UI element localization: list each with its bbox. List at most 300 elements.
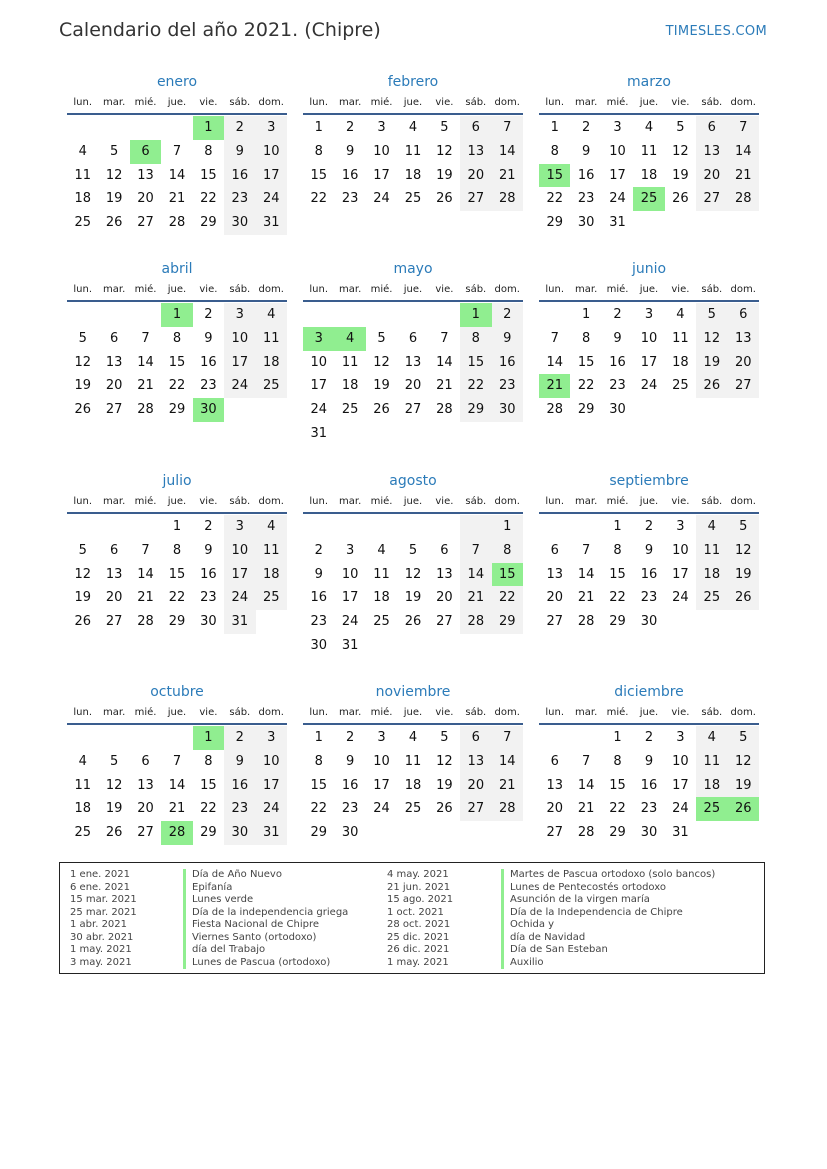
day-cell: 25 (74, 825, 91, 841)
day-cell: 30 (193, 398, 224, 422)
day-cell: 28 (492, 187, 523, 211)
day-cell: 22 (168, 378, 186, 394)
day-cell: 18 (672, 354, 689, 370)
day-cell: 3 (613, 120, 622, 135)
weekday-label: jue. (167, 284, 187, 295)
legend-left-dates (70, 869, 137, 969)
day-cell: 23 (224, 187, 255, 211)
month-noviembre (303, 682, 523, 845)
day-cell: 28 (137, 402, 154, 418)
day-cell: 4 (696, 726, 727, 750)
day-cell: 6 (440, 542, 449, 558)
day-cell: 28 (436, 402, 453, 418)
day-grid (67, 115, 287, 235)
weekday-label: lun. (545, 97, 565, 108)
legend-holiday-name: día de Navidad (501, 932, 715, 945)
day-cell: 29 (200, 825, 217, 841)
day-cell: 1 (492, 515, 523, 539)
day-cell: 3 (256, 726, 287, 750)
empty-day-cell (665, 211, 696, 235)
empty-day-cell (633, 398, 664, 422)
month-name: abril (161, 261, 193, 277)
day-cell: 14 (546, 354, 563, 370)
month-junio (539, 259, 759, 422)
day-cell: 12 (105, 167, 123, 183)
day-cell: 16 (577, 167, 595, 183)
day-cell: 19 (696, 351, 727, 375)
day-cell: 26 (436, 801, 453, 817)
legend-right-dates (387, 869, 453, 969)
empty-day-cell (366, 634, 397, 658)
day-cell: 27 (105, 614, 123, 630)
day-cell: 24 (224, 586, 255, 610)
day-cell: 24 (609, 191, 626, 207)
empty-day-cell (539, 515, 570, 539)
day-cell: 18 (696, 563, 727, 587)
day-cell: 2 (345, 730, 355, 745)
day-cell: 16 (224, 164, 255, 188)
day-cell: 21 (436, 378, 453, 394)
empty-day-cell (696, 610, 727, 634)
day-cell: 10 (672, 753, 689, 769)
weekday-label: lun. (73, 284, 93, 295)
day-cell: 1 (613, 519, 622, 534)
month-julio (67, 471, 287, 634)
weekday-label: mié. (370, 97, 393, 108)
day-cell: 3 (644, 307, 654, 322)
weekday-label: dom. (258, 284, 284, 295)
weekday-label: mar. (103, 284, 126, 295)
day-cell: 26 (728, 797, 759, 821)
weekday-label: vie. (671, 707, 690, 718)
day-cell: 28 (460, 610, 491, 634)
month-diciembre (539, 682, 759, 845)
weekday-label: mié. (370, 707, 393, 718)
day-cell: 13 (137, 167, 154, 183)
empty-day-cell (224, 398, 255, 422)
day-cell: 31 (310, 425, 327, 441)
day-cell: 12 (74, 566, 91, 582)
day-cell: 6 (696, 116, 727, 140)
day-cell: 31 (256, 211, 287, 235)
legend-holiday-name: Lunes de Pentecostés ortodoxo (501, 882, 715, 895)
empty-day-cell (728, 610, 759, 634)
day-cell: 25 (696, 586, 727, 610)
day-cell: 16 (341, 777, 359, 793)
day-cell: 1 (172, 519, 182, 534)
day-cell: 17 (609, 167, 626, 183)
weekday-header (67, 491, 287, 514)
day-cell: 27 (404, 402, 422, 418)
day-cell: 24 (672, 590, 689, 606)
day-cell: 13 (436, 566, 453, 582)
day-cell: 3 (676, 519, 685, 534)
day-cell: 20 (728, 351, 759, 375)
day-cell: 23 (224, 797, 255, 821)
day-cell: 9 (224, 750, 255, 774)
weekday-label: mié. (370, 496, 393, 507)
day-cell: 9 (644, 753, 654, 769)
day-cell: 28 (577, 825, 595, 841)
day-cell: 17 (640, 354, 658, 370)
day-cell: 16 (310, 590, 327, 606)
day-cell: 14 (436, 354, 453, 370)
day-cell: 28 (577, 614, 595, 630)
day-cell: 6 (460, 726, 491, 750)
day-cell: 29 (310, 825, 327, 841)
day-cell: 12 (728, 539, 759, 563)
day-cell: 24 (310, 402, 327, 418)
weekday-label: dom. (730, 97, 756, 108)
day-cell: 12 (436, 753, 453, 769)
day-cell: 14 (168, 777, 186, 793)
empty-day-cell (570, 515, 601, 539)
legend-date: 1 oct. 2021 (387, 906, 444, 918)
weekday-label: jue. (167, 707, 187, 718)
day-cell: 14 (577, 566, 595, 582)
day-cell: 19 (436, 167, 453, 183)
day-grid (303, 115, 523, 211)
day-cell: 14 (137, 354, 154, 370)
day-cell: 24 (341, 614, 359, 630)
empty-day-cell (539, 303, 570, 327)
day-cell: 10 (310, 354, 327, 370)
day-cell: 1 (460, 303, 491, 327)
day-cell: 10 (373, 753, 390, 769)
day-cell: 29 (609, 825, 626, 841)
day-cell: 13 (460, 750, 491, 774)
day-cell: 17 (256, 774, 287, 798)
day-cell: 27 (696, 187, 727, 211)
day-cell: 28 (492, 797, 523, 821)
weekday-label: vie. (199, 284, 218, 295)
day-cell: 26 (672, 191, 689, 207)
day-cell: 12 (696, 327, 727, 351)
day-cell: 7 (728, 116, 759, 140)
month-name: diciembre (614, 684, 684, 700)
legend-date: 3 may. 2021 (70, 956, 132, 968)
day-cell: 11 (373, 566, 390, 582)
day-cell: 16 (224, 774, 255, 798)
empty-day-cell (130, 303, 161, 327)
day-cell: 14 (460, 563, 491, 587)
day-cell: 24 (672, 801, 689, 817)
day-cell: 22 (310, 801, 327, 817)
weekday-label: mié. (606, 284, 629, 295)
day-cell: 26 (74, 402, 91, 418)
legend-holiday-name: día del Trabajo (183, 944, 348, 957)
day-cell: 3 (224, 515, 255, 539)
day-cell: 29 (546, 215, 563, 231)
day-cell: 3 (377, 120, 386, 135)
day-cell: 7 (141, 542, 150, 558)
day-cell: 21 (577, 801, 595, 817)
day-cell: 14 (577, 777, 595, 793)
legend-holiday-name: Fiesta Nacional de Chipre (183, 919, 348, 932)
day-cell: 11 (696, 539, 727, 563)
legend-date: 30 abr. 2021 (70, 931, 134, 943)
day-cell: 19 (105, 191, 123, 207)
day-cell: 17 (310, 378, 327, 394)
day-cell: 25 (74, 215, 91, 231)
day-cell: 23 (609, 378, 626, 394)
day-cell: 28 (161, 821, 192, 845)
day-cell: 19 (728, 563, 759, 587)
day-cell: 27 (460, 187, 491, 211)
weekday-label: jue. (639, 284, 659, 295)
empty-day-cell (98, 303, 129, 327)
day-cell: 3 (345, 542, 355, 558)
weekday-label: sáb. (701, 496, 723, 507)
day-cell: 11 (696, 750, 727, 774)
weekday-label: sáb. (465, 97, 487, 108)
weekday-label: sáb. (701, 707, 723, 718)
day-cell: 5 (78, 542, 87, 558)
day-cell: 22 (609, 801, 626, 817)
weekday-header (539, 491, 759, 514)
day-cell: 24 (256, 187, 287, 211)
legend-holiday-name: Día de la independencia griega (183, 907, 348, 920)
day-cell: 27 (105, 402, 123, 418)
day-cell: 2 (345, 120, 355, 135)
weekday-label: vie. (435, 496, 454, 507)
weekday-label: mar. (575, 707, 598, 718)
weekday-header (303, 92, 523, 115)
day-cell: 18 (404, 777, 422, 793)
day-cell: 2 (204, 307, 213, 322)
day-cell: 9 (314, 566, 323, 582)
empty-day-cell (728, 398, 759, 422)
day-cell: 22 (492, 586, 523, 610)
weekday-label: mié. (134, 496, 157, 507)
day-cell: 18 (74, 801, 91, 817)
empty-day-cell (492, 821, 523, 845)
month-name: agosto (389, 473, 437, 489)
day-cell: 17 (373, 167, 390, 183)
day-cell: 26 (404, 614, 422, 630)
weekday-label: vie. (199, 496, 218, 507)
weekday-label: lun. (309, 707, 329, 718)
day-cell: 24 (640, 378, 658, 394)
day-cell: 22 (168, 590, 186, 606)
day-cell: 23 (640, 801, 658, 817)
month-febrero (303, 72, 523, 211)
day-cell: 20 (696, 164, 727, 188)
day-cell: 6 (550, 542, 559, 558)
day-cell: 8 (314, 753, 323, 769)
day-cell: 20 (546, 590, 563, 606)
weekday-header (303, 491, 523, 514)
site-brand-link[interactable]: TIMESLES.COM (665, 24, 767, 39)
day-cell: 12 (373, 354, 390, 370)
empty-day-cell (67, 303, 98, 327)
day-cell: 8 (172, 542, 182, 558)
day-cell: 20 (460, 164, 491, 188)
day-cell: 7 (581, 542, 591, 558)
day-cell: 28 (168, 215, 186, 231)
day-cell: 14 (492, 140, 523, 164)
day-cell: 11 (74, 777, 91, 793)
weekday-header (67, 92, 287, 115)
day-cell: 12 (105, 777, 123, 793)
day-cell: 2 (492, 303, 523, 327)
day-cell: 2 (581, 120, 591, 135)
weekday-label: dom. (258, 97, 284, 108)
day-grid (303, 302, 523, 446)
legend-holiday-name: Viernes Santo (ortodoxo) (183, 932, 348, 945)
weekday-label: sáb. (229, 707, 251, 718)
day-cell: 21 (460, 586, 491, 610)
day-cell: 31 (672, 825, 689, 841)
day-cell: 7 (440, 330, 449, 346)
day-cell: 5 (728, 515, 759, 539)
day-cell: 6 (130, 140, 161, 164)
day-cell: 30 (341, 825, 359, 841)
day-cell: 7 (492, 726, 523, 750)
day-cell: 27 (436, 614, 453, 630)
weekday-label: mar. (339, 707, 362, 718)
day-grid (539, 115, 759, 235)
empty-day-cell (460, 634, 491, 658)
day-cell: 11 (74, 167, 91, 183)
day-cell: 2 (314, 542, 323, 558)
day-cell: 17 (672, 566, 689, 582)
day-cell: 26 (696, 374, 727, 398)
legend-right-names (501, 869, 715, 969)
weekday-label: mié. (134, 284, 157, 295)
day-grid (67, 514, 287, 634)
day-cell: 31 (341, 637, 359, 653)
legend-date: 1 may. 2021 (70, 944, 132, 955)
day-cell: 25 (696, 797, 727, 821)
day-cell: 31 (256, 821, 287, 845)
day-cell: 5 (676, 120, 685, 135)
empty-day-cell (429, 303, 460, 327)
day-cell: 13 (546, 566, 563, 582)
empty-day-cell (460, 821, 491, 845)
day-cell: 14 (137, 566, 154, 582)
day-cell: 15 (310, 167, 327, 183)
day-cell: 15 (168, 354, 186, 370)
empty-day-cell (397, 821, 428, 845)
weekday-label: jue. (403, 284, 423, 295)
day-cell: 6 (550, 753, 559, 769)
empty-day-cell (397, 515, 428, 539)
day-cell: 18 (404, 167, 422, 183)
day-cell: 9 (345, 143, 355, 159)
day-cell: 27 (546, 614, 563, 630)
day-cell: 30 (577, 215, 595, 231)
day-cell: 8 (314, 143, 323, 159)
day-cell: 18 (74, 191, 91, 207)
empty-day-cell (303, 515, 334, 539)
day-cell: 27 (137, 825, 154, 841)
month-marzo (539, 72, 759, 235)
month-name: noviembre (375, 684, 451, 700)
empty-day-cell (397, 422, 428, 446)
day-cell: 1 (161, 303, 192, 327)
day-cell: 2 (224, 726, 255, 750)
day-cell: 15 (200, 167, 217, 183)
day-cell: 12 (436, 143, 453, 159)
day-cell: 17 (224, 563, 255, 587)
empty-day-cell (256, 398, 287, 422)
day-cell: 12 (672, 143, 689, 159)
legend-date: 15 ago. 2021 (387, 894, 454, 905)
empty-day-cell (256, 610, 287, 634)
day-cell: 5 (440, 120, 449, 135)
day-cell: 30 (609, 402, 626, 418)
day-cell: 8 (613, 753, 622, 769)
weekday-label: mar. (103, 707, 126, 718)
day-grid (539, 514, 759, 634)
day-cell: 13 (137, 777, 154, 793)
day-cell: 26 (105, 215, 123, 231)
empty-day-cell (728, 821, 759, 845)
day-cell: 31 (609, 215, 626, 231)
empty-day-cell (429, 821, 460, 845)
weekday-header (67, 702, 287, 725)
day-cell: 13 (546, 777, 563, 793)
day-cell: 28 (137, 614, 154, 630)
weekday-label: lun. (545, 707, 565, 718)
day-cell: 7 (550, 330, 559, 346)
day-cell: 24 (224, 374, 255, 398)
day-cell: 25 (404, 801, 422, 817)
empty-day-cell (366, 821, 397, 845)
month-name: septiembre (609, 473, 689, 489)
empty-day-cell (429, 515, 460, 539)
day-cell: 25 (633, 187, 664, 211)
day-cell: 18 (640, 167, 658, 183)
day-cell: 7 (460, 539, 491, 563)
empty-day-cell (130, 726, 161, 750)
empty-day-cell (460, 515, 491, 539)
day-cell: 18 (256, 563, 287, 587)
day-cell: 25 (256, 374, 287, 398)
day-cell: 16 (200, 354, 217, 370)
day-cell: 29 (492, 610, 523, 634)
day-cell: 30 (492, 398, 523, 422)
day-cell: 9 (345, 753, 355, 769)
day-cell: 19 (74, 378, 91, 394)
day-cell: 5 (440, 730, 449, 745)
weekday-label: dom. (730, 284, 756, 295)
day-cell: 17 (224, 351, 255, 375)
empty-day-cell (665, 398, 696, 422)
day-cell: 1 (613, 730, 622, 745)
legend-date: 28 oct. 2021 (387, 919, 451, 930)
day-cell: 19 (436, 777, 453, 793)
weekday-label: vie. (671, 284, 690, 295)
day-cell: 23 (200, 590, 217, 606)
day-cell: 21 (137, 378, 154, 394)
day-cell: 22 (310, 191, 327, 207)
legend-date: 26 dic. 2021 (387, 944, 450, 955)
day-cell: 15 (492, 563, 523, 587)
month-agosto (303, 471, 523, 658)
day-cell: 16 (640, 777, 658, 793)
legend-date: 15 mar. 2021 (70, 894, 137, 905)
weekday-label: mar. (575, 496, 598, 507)
day-cell: 28 (546, 402, 563, 418)
weekday-label: vie. (435, 284, 454, 295)
empty-day-cell (98, 116, 129, 140)
day-cell: 16 (640, 566, 658, 582)
weekday-label: sáb. (701, 284, 723, 295)
empty-day-cell (696, 398, 727, 422)
weekday-label: mar. (339, 284, 362, 295)
